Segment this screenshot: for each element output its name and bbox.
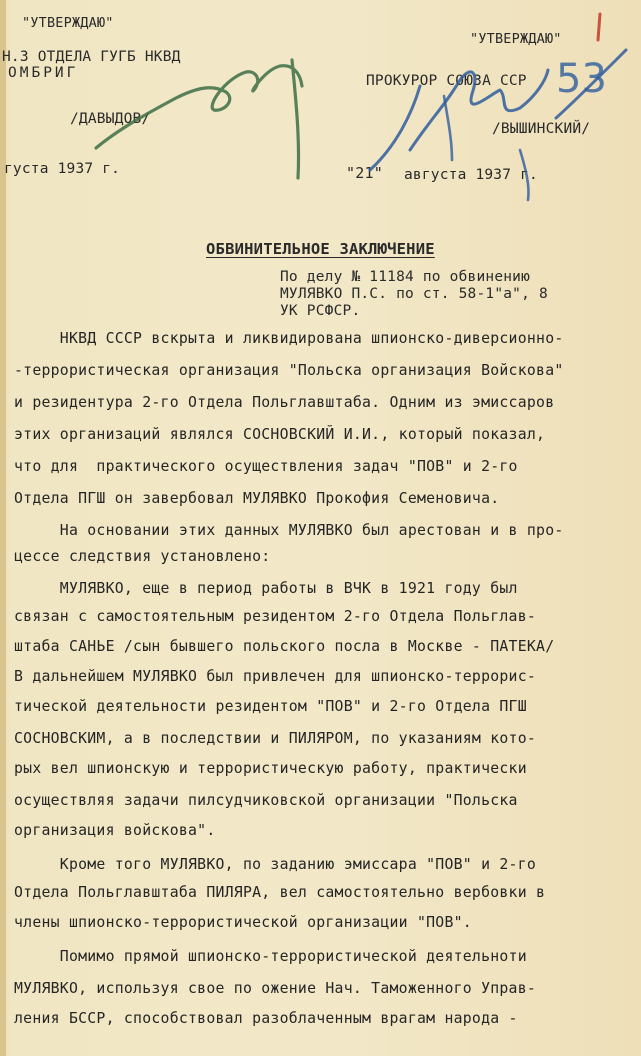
body-line: организация войскова".	[14, 822, 216, 839]
body-line: штаба САНЬЕ /сын бывшего польского посла в Москве - ПАТЕКА/	[14, 638, 555, 655]
right-approve-stamp: "УТВЕРЖДАЮ"	[470, 31, 562, 47]
page-number-annotation: 53	[556, 56, 607, 102]
left-date: густа 1937 г.	[4, 161, 121, 177]
body-line: -террористическая организация "Польска организация Войскова"	[14, 362, 564, 379]
mark-one	[598, 14, 600, 40]
body-line: СОСНОВСКИМ, а в последствии и ПИЛЯРОМ, по указаниям кото-	[14, 730, 537, 747]
left-approve-stamp: "УТВЕРЖДАЮ"	[22, 15, 114, 31]
body-line: тической деятельности резидентом "ПОВ" и 2-го Отдела ПГШ	[14, 698, 527, 715]
body-line: связан с самостоятельным резидентом 2-го Отдела Польглав-	[14, 608, 537, 625]
right-date-rest: августа 1937 г.	[404, 167, 538, 183]
case-ref-line: МУЛЯВКО П.С. по ст. 58-1"а", 8	[280, 286, 548, 302]
body-line: На основании этих данных МУЛЯВКО был арестован и в про-	[14, 522, 564, 539]
body-line: и резидентура 2-го Отдела Польглавштаба. Одним из эмиссаров	[14, 394, 555, 411]
case-ref-line: По делу № 11184 по обвинению	[280, 269, 531, 285]
right-signature	[370, 50, 626, 170]
body-line: НКВД СССР вскрыта и ликвидирована шпионско-диверсионно-	[14, 330, 564, 347]
left-position-line2: ОМБРИГ	[8, 65, 79, 81]
right-signatory-name: /ВЫШИНСКИЙ/	[492, 121, 591, 137]
body-line: МУЛЯВКО, используя свое по ожение Нач. Таможенного Управ-	[14, 980, 537, 997]
body-line: Отдела ПГШ он завербовал МУЛЯВКО Прокофия Семеновича.	[14, 490, 500, 507]
body-line: этих организаций являлся СОСНОВСКИЙ И.И., который показал,	[14, 426, 546, 443]
body-line: ления БССР, способствовал разоблаченным врагам народа -	[14, 1010, 518, 1027]
right-date-day: "21"	[346, 164, 383, 182]
body-line: В дальнейшем МУЛЯВКО был привлечен для шпионско-террорис-	[14, 668, 537, 685]
paper-edge	[0, 0, 6, 1056]
body-line: что для практического осуществления задач "ПОВ" и 2-го	[14, 458, 518, 475]
left-signatory-name: /ДАВЫДОВ/	[70, 111, 151, 127]
body-line: МУЛЯВКО, еще в период работы в ВЧК в 1921 году был	[14, 580, 518, 597]
right-position: ПРОКУРОР СОЮЗА ССР	[366, 73, 527, 89]
body-line: Отдела Польглавштаба ПИЛЯРА, вел самостоятельно вербовки в	[14, 884, 546, 901]
body-line: Кроме того МУЛЯВКО, по заданию эмиссара "ПОВ" и 2-го	[14, 856, 537, 873]
case-ref-line: УК РСФСР.	[280, 303, 361, 319]
body-line: осуществляя задачи пилсудчиковской организации "Польска	[14, 792, 518, 809]
left-position-line1: Н.3 ОТДЕЛА ГУГБ НКВД	[2, 49, 181, 65]
document-title: ОБВИНИТЕЛЬНОЕ ЗАКЛЮЧЕНИЕ	[206, 240, 435, 258]
body-line: члены шпионско-террористической организации "ПОВ".	[14, 914, 472, 931]
body-line: цессе следствия установлено:	[14, 548, 271, 565]
body-line: Помимо прямой шпионско-террористической деятельноти	[14, 948, 527, 965]
body-line: рых вел шпионскую и террористическую работу, практически	[14, 760, 527, 777]
right-signature-stroke	[444, 96, 452, 160]
